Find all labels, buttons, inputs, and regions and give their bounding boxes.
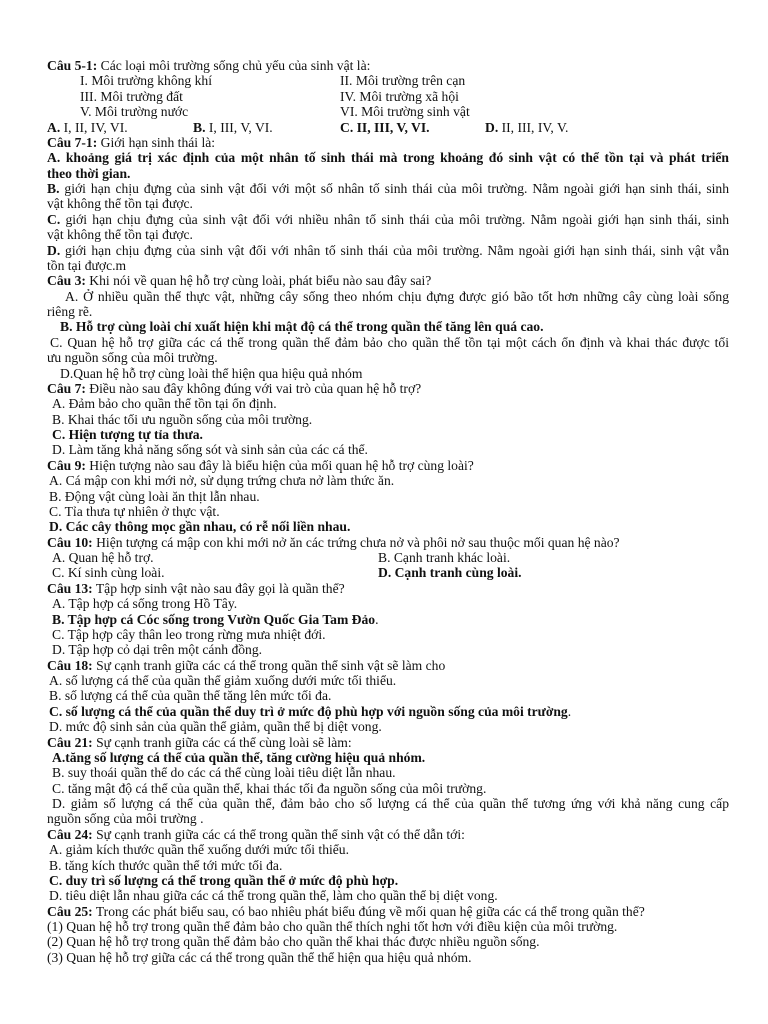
line-text: C. Tập hợp cây thân leo trong rừng mưa nhiệt đới. <box>52 626 326 642</box>
text-line <box>47 396 729 411</box>
text-line <box>47 934 729 949</box>
line-text: II. Môi trường trên cạn <box>340 73 466 89</box>
option-item <box>340 89 459 104</box>
line-text: V. Môi trường nước <box>80 104 189 120</box>
question-label: D. <box>485 119 499 135</box>
text-line <box>47 919 729 934</box>
line-text: giới hạn chịu đựng của sinh vật đối với nhân tố sinh thái của môi trường. Nằm ngoài giới hạn sinh thái, sinh vật vẫn <box>60 242 729 258</box>
answer-highlight: A. khoảng giá trị xác định của một nhân tố sinh thái mà trong khoảng đó sinh vật có thể tồn tại và phát triển <box>47 150 729 166</box>
line-text: ưu nguồn sống của môi trường. <box>47 350 218 366</box>
line-text: B. Động vật cùng loài ăn thịt lẫn nhau. <box>49 488 260 504</box>
line-text: D. Tập hợp cỏ dại trên một cánh đồng. <box>52 642 263 658</box>
text-line <box>47 842 729 857</box>
text-line <box>47 350 729 365</box>
answer-highlight: B. Hỗ trợ cùng loài chỉ xuất hiện khi mật độ cá thể trong quần thể tăng lên quá cao. <box>60 319 544 335</box>
text-line <box>47 811 729 826</box>
text-line <box>47 489 729 504</box>
option-item <box>378 565 522 580</box>
question-stem <box>47 827 729 842</box>
option-item <box>485 120 568 135</box>
text-line <box>47 781 729 796</box>
line-text: B. suy thoái quần thể do các cá thể cùng loài tiêu diệt lẫn nhau. <box>52 765 396 781</box>
line-text: VI. Môi trường sinh vật <box>340 104 470 120</box>
line-text: D. tiêu diệt lẫn nhau giữa các cá thể trong quần thể, làm cho quần thể bị diệt vong. <box>49 888 498 904</box>
question-stem <box>47 381 729 396</box>
text-line <box>47 612 729 627</box>
option-row <box>47 550 729 565</box>
option-item <box>378 550 510 565</box>
text-line <box>47 427 729 442</box>
option-item <box>340 120 430 135</box>
line-text: Khi nói về quan hệ hỗ trợ cùng loài, phát biểu nào sau đây sai? <box>85 273 432 289</box>
line-text: Trong các phát biểu sau, có bao nhiêu phát biểu đúng về mối quan hệ giữa các cá thể trong quần thể? <box>92 903 645 919</box>
answer-highlight: C. duy trì số lượng cá thể trong quần thể ở mức độ phù hợp. <box>49 872 399 888</box>
option-row <box>47 89 729 104</box>
line-text: Sự cạnh tranh giữa các cá thể trong quần thể sinh vật sẽ làm cho <box>92 657 446 673</box>
line-text: C. tăng mật độ cá thể của quần thể, khai thác tối đa nguồn sống của môi trường. <box>52 780 487 796</box>
line-text: riêng rẽ. <box>47 304 93 319</box>
line-text: nguồn sống của môi trường . <box>47 811 204 827</box>
text-line <box>47 412 729 427</box>
text-line <box>47 473 729 488</box>
text-line <box>47 642 729 657</box>
text-line <box>47 289 729 304</box>
question-label: A. <box>47 119 61 135</box>
line-text: C. Quan hệ hỗ trợ giữa các cá thể trong quần thể đảm bảo cho quần thể tồn tại một cách ổn định và khai thác được tối <box>50 334 729 350</box>
line-text: A. Ở nhiều quần thể thực vật, những cây sống theo nhóm chịu đựng được gió bão tốt hơn những cây cùng loài sống <box>65 288 729 304</box>
question-label: C. <box>47 211 61 227</box>
question-label: D. <box>47 242 61 258</box>
question-stem <box>47 135 729 150</box>
line-text: vật không thể tồn tại được. <box>47 196 193 212</box>
line-text: I, II, IV, VI. <box>60 119 128 135</box>
line-text: C. Kí sinh cùng loài. <box>52 565 165 581</box>
text-line <box>47 519 729 534</box>
answer-highlight: D. Các cây thông mọc gần nhau, có rễ nối liền nhau. <box>49 519 351 535</box>
answer-highlight: B. Tập hợp cá Cóc sống trong Vườn Quốc Gia Tam Đảo <box>52 611 376 627</box>
line-text: I. Môi trường không khí <box>80 73 212 89</box>
line-text: Giới hạn sinh thái là: <box>97 134 216 150</box>
line-text: vật không thể tồn tại được. <box>47 227 193 243</box>
option-row <box>47 565 729 580</box>
line-text: Điều nào sau đây không đúng với vai trò của quan hệ hỗ trợ? <box>85 380 422 396</box>
question-label: Câu 18: <box>47 657 93 673</box>
line-text: B. tăng kích thước quần thể tới mức tối đa. <box>49 857 283 873</box>
option-item <box>52 550 154 565</box>
line-text: giới hạn chịu đựng của sinh vật đối với một số nhân tố sinh thái của môi trường. Nằm ngoài giới hạn sinh thái, sinh <box>59 181 729 196</box>
question-stem <box>47 581 729 596</box>
question-label: Câu 9: <box>47 457 86 473</box>
text-line <box>47 596 729 611</box>
text-line <box>47 442 729 457</box>
line-text: D. mức độ sinh sản của quần thể giảm, quần thể bị diệt vong. <box>49 719 382 735</box>
question-stem <box>47 904 729 919</box>
line-text: (1) Quan hệ hỗ trợ trong quần thể đảm bảo cho quần thể thích nghi tốt hơn với điều kiện của môi trường. <box>47 919 618 934</box>
line-text: Sự cạnh tranh giữa các cá thể trong quần thể sinh vật có thể dẫn tới: <box>92 826 465 842</box>
question-stem <box>47 273 729 288</box>
question-stem <box>47 535 729 550</box>
line-text: (3) Quan hệ hỗ trợ giữa các cá thể trong quần thể thể hiện qua hiệu quả nhóm. <box>47 949 472 965</box>
line-text: (2) Quan hệ hỗ trợ trong quần thể đảm bảo cho quần thể khai thác được nhiều nguồn sống. <box>47 934 540 950</box>
text-line <box>47 688 729 703</box>
option-item <box>340 73 465 88</box>
line-text: A. Tập hợp cá sống trong Hồ Tây. <box>52 596 238 612</box>
option-row <box>47 104 729 119</box>
question-label: Câu 24: <box>47 826 93 842</box>
option-item <box>80 104 188 119</box>
question-label: Câu 5-1: <box>47 58 98 73</box>
line-text: A. Quan hệ hỗ trợ. <box>52 550 154 565</box>
option-row <box>47 73 729 88</box>
text-line <box>47 166 729 181</box>
text-line <box>47 319 729 334</box>
text-line <box>47 750 729 765</box>
line-text: II, III, IV, V. <box>498 119 569 135</box>
question-label: Câu 13: <box>47 580 93 596</box>
question-label: Câu 21: <box>47 734 93 750</box>
line-text: D. giảm số lượng cá thể của quần thể, đảm bảo cho số lượng cá thể của quần thể tương ứng với khả năng cung cấp <box>52 796 729 811</box>
line-text: C. Tỉa thưa tự nhiên ở thực vật. <box>49 503 220 519</box>
answer-highlight: theo thời gian. <box>47 165 131 181</box>
question-stem <box>47 458 729 473</box>
answer-highlight: C. Hiện tượng tự tỉa thưa. <box>52 427 203 442</box>
question-stem <box>47 212 729 227</box>
text-line <box>47 258 729 273</box>
text-line <box>47 888 729 903</box>
line-text: B. Cạnh tranh khác loài. <box>378 550 511 565</box>
line-text: I, III, V, VI. <box>205 119 273 135</box>
line-text: Hiện tượng nào sau đây là biểu hiện của mối quan hệ hỗ trợ cùng loài? <box>85 457 474 473</box>
text-line <box>47 196 729 211</box>
question-stem <box>47 735 729 750</box>
text-line <box>47 704 729 719</box>
option-item <box>52 565 165 580</box>
answer-highlight: A.tăng số lượng cá thể của quần thể, tăng cường hiệu quả nhóm. <box>52 749 426 765</box>
line-text: . <box>567 703 572 719</box>
line-text: IV. Môi trường xã hội <box>340 88 459 104</box>
text-line <box>47 765 729 780</box>
text-line <box>47 304 729 319</box>
answer-highlight: C. số lượng cá thể của quần thể duy trì ở mức độ phù hợp với nguồn sống của môi trường <box>49 703 568 719</box>
option-item <box>47 120 128 135</box>
text-line <box>47 504 729 519</box>
question-label: Câu 25: <box>47 903 93 919</box>
line-text: D. Làm tăng khả năng sống sót và sinh sản của các cá thể. <box>52 442 368 458</box>
text-line <box>47 796 729 811</box>
line-text: Tập hợp sinh vật nào sau đây gọi là quần thể? <box>92 580 345 596</box>
line-text: III. Môi trường đất <box>80 88 183 104</box>
question-label: B. <box>47 181 60 196</box>
text-line <box>47 335 729 350</box>
line-text: Hiện tượng cá mập con khi mới nở ăn các trứng chưa nở và phôi nở sau thuộc mối quan hệ nào? <box>92 534 620 550</box>
question-label: Câu 7: <box>47 380 86 396</box>
text-line <box>47 673 729 688</box>
question-stem <box>47 58 729 73</box>
text-line <box>47 950 729 965</box>
text-line <box>47 366 729 381</box>
question-label: Câu 3: <box>47 273 86 289</box>
question-label: B. <box>193 119 206 135</box>
answer-highlight: C. II, III, V, VI. <box>340 119 430 135</box>
line-text: . <box>375 611 379 627</box>
text-line <box>47 873 729 888</box>
text-line <box>47 150 729 165</box>
line-text: A. giảm kích thước quần thể xuống dưới mức tối thiểu. <box>49 842 349 858</box>
question-stem <box>47 658 729 673</box>
line-text: A. Đảm bảo cho quần thể tồn tại ổn định. <box>52 396 277 412</box>
question-label: Câu 10: <box>47 534 93 550</box>
line-text: D.Quan hệ hỗ trợ cùng loài thể hiện qua hiệu quả nhóm <box>60 365 363 381</box>
line-text: giới hạn chịu đựng của sinh vật đối với nhiều nhân tố sinh thái của môi trường. Nằm ngoài giới hạn sinh thái, sinh <box>60 211 729 227</box>
question-stem <box>47 243 729 258</box>
text-line <box>47 858 729 873</box>
line-text: A. số lượng cá thể của quần thể giảm xuống dưới mức tối thiểu. <box>49 673 397 688</box>
question-stem <box>47 181 729 196</box>
line-text: A. Cá mập con khi mới nở, sử dụng trứng chưa nở làm thức ăn. <box>49 473 395 489</box>
option-item <box>340 104 470 119</box>
option-item <box>80 89 183 104</box>
question-label: Câu 7-1: <box>47 134 98 150</box>
line-text: Sự cạnh tranh giữa các cá thể cùng loài sẽ làm: <box>92 734 352 750</box>
line-text: B. Khai thác tối ưu nguồn sống của môi trường. <box>52 411 313 427</box>
option-item <box>80 73 212 88</box>
line-text: Các loại môi trường sống chủ yếu của sinh vật là: <box>97 58 371 73</box>
line-text: tồn tại được.m <box>47 257 127 273</box>
line-text: B. số lượng cá thể của quần thể tăng lên mức tối đa. <box>49 688 332 704</box>
document-page <box>47 58 729 965</box>
text-line <box>47 627 729 642</box>
text-line <box>47 227 729 242</box>
option-item <box>193 120 273 135</box>
answer-highlight: D. Cạnh tranh cùng loài. <box>378 565 522 581</box>
text-line <box>47 719 729 734</box>
option-row <box>47 120 729 135</box>
